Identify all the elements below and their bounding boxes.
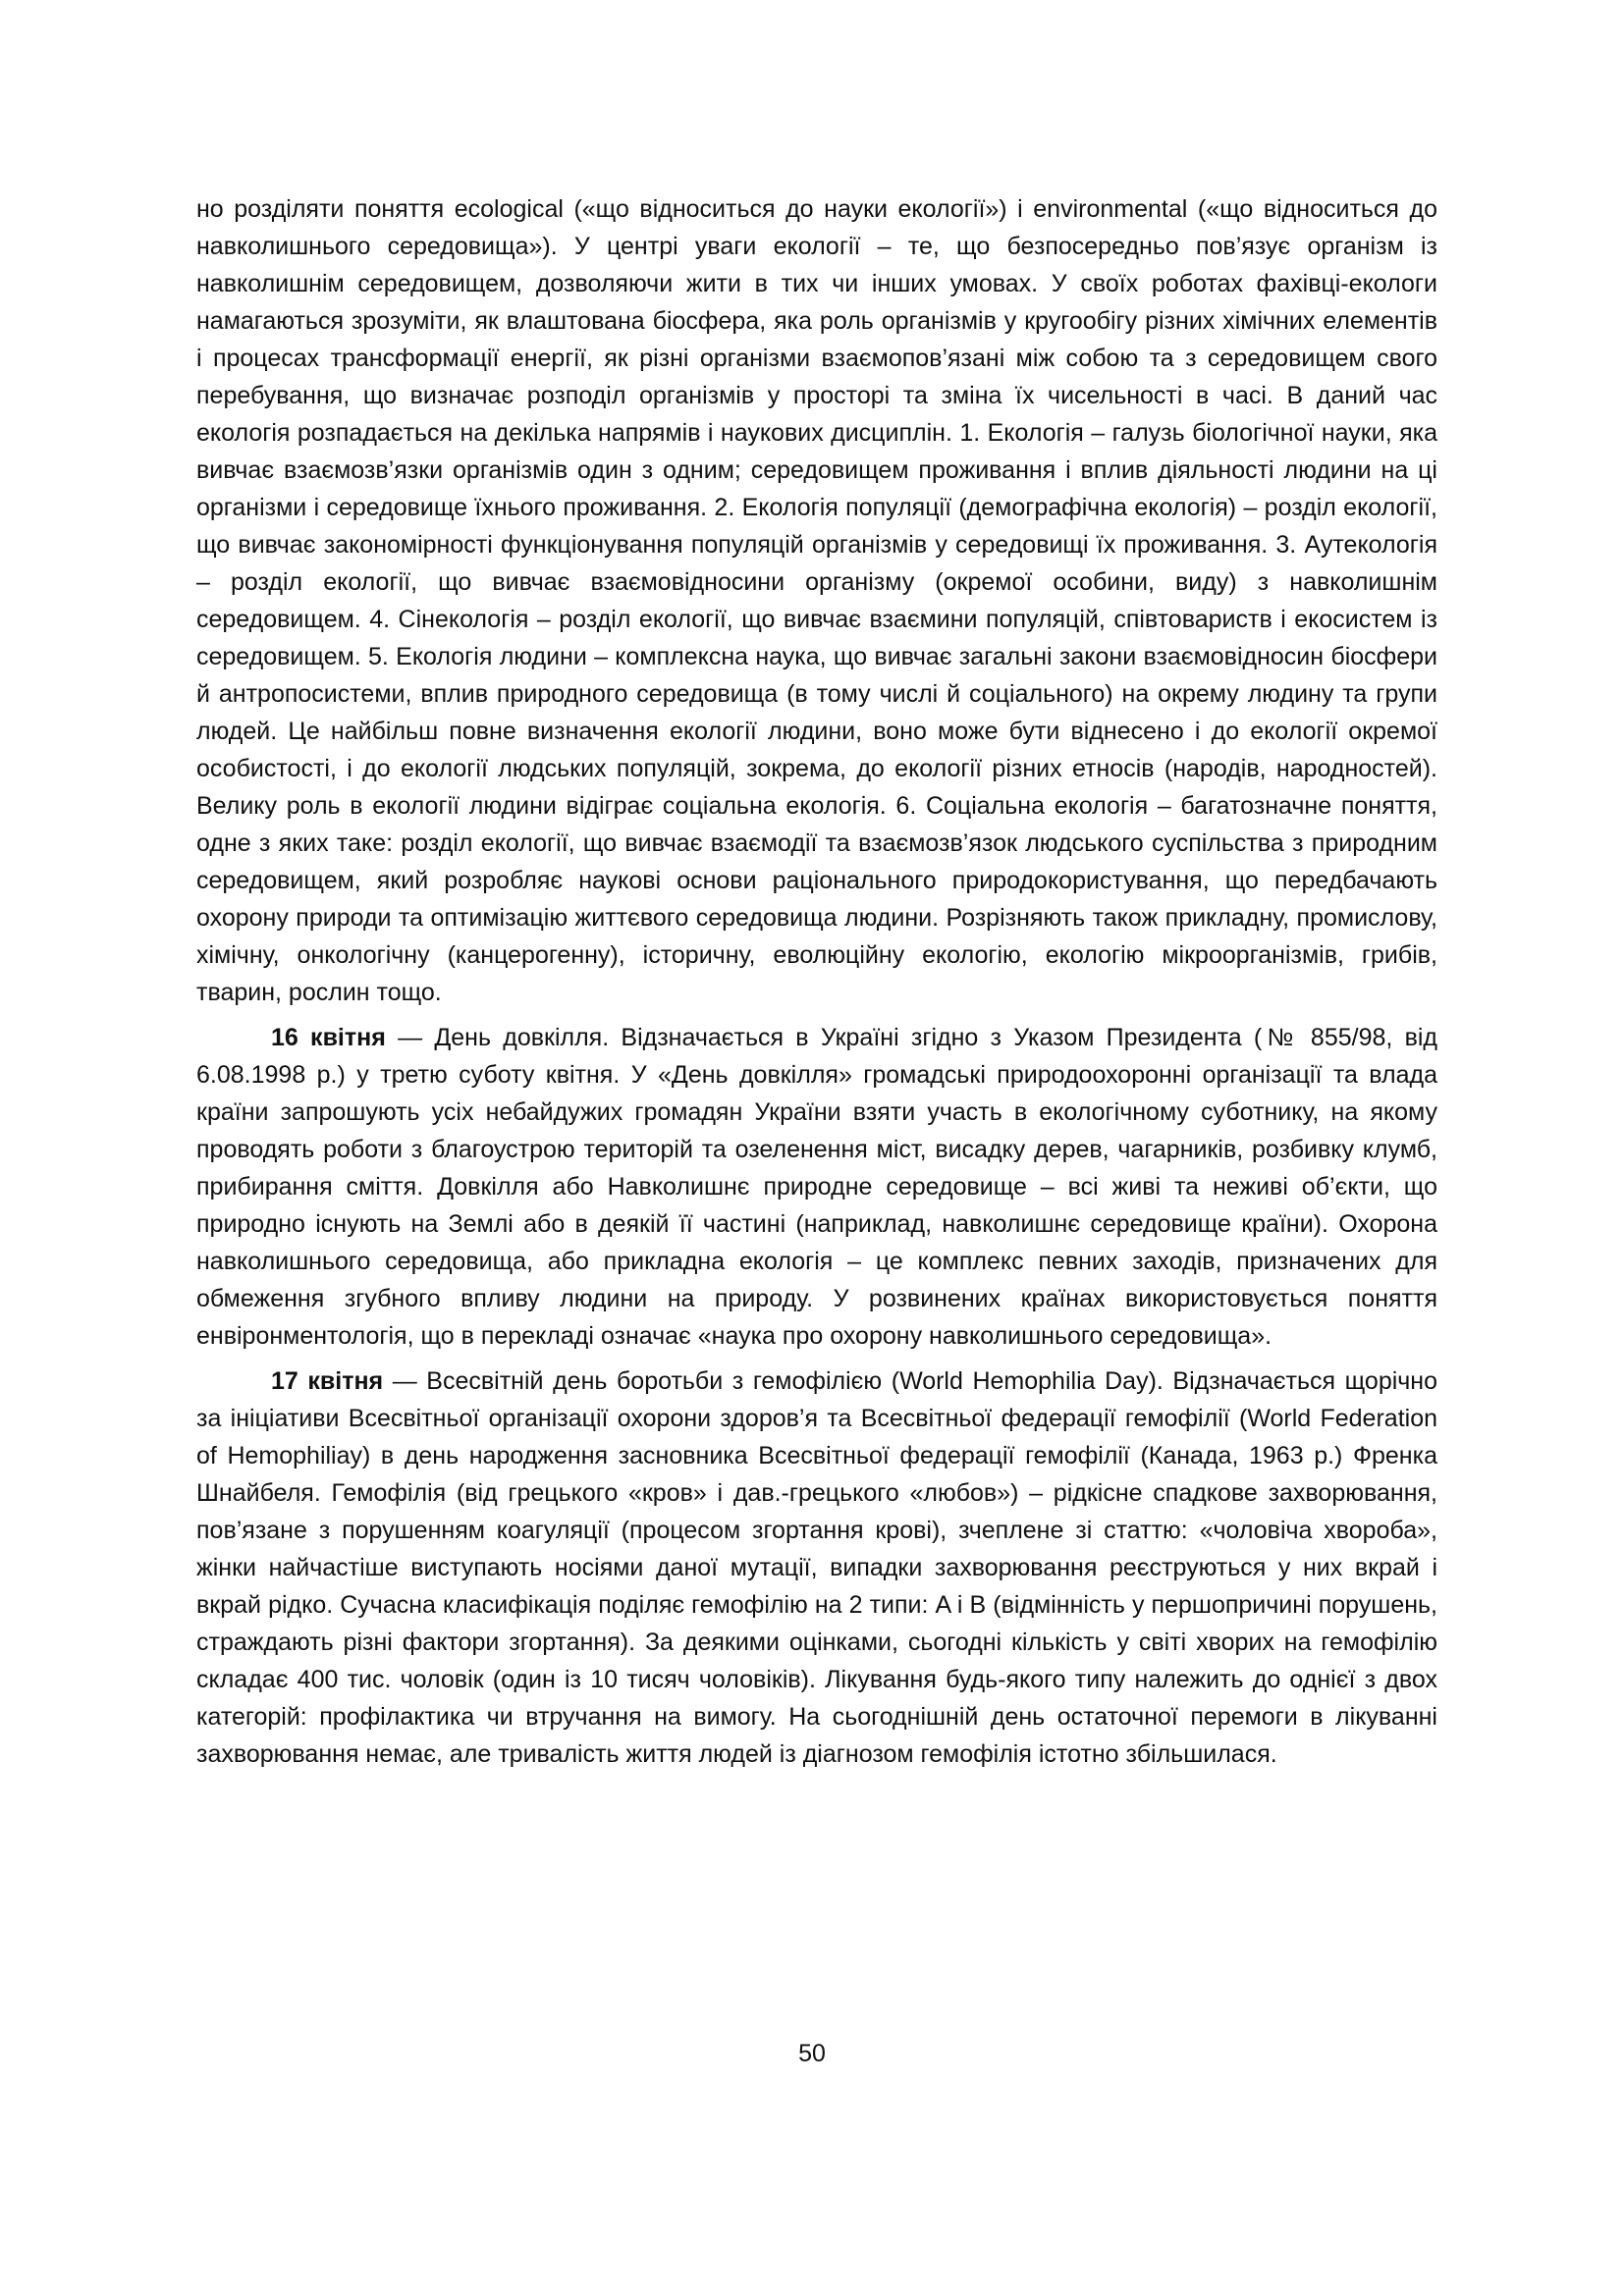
paragraph-body: — Всесвітній день боротьби з гемофілією (World Hemophilia Day). Відзначається щорічно за ініціативи Всесвітньої організації охорони здоров’я та Всесвітньої федерації гемофілії (World Federation of Hemophiliay) в день народження засновника Всесвітньої федерації гемофілії (Канада, 1963 р.) Френка Шнайбеля. Гемофілія (від грецького «кров» і дав.-грецького «любов») – рідкісне спадкове захворювання, пов’язане з порушенням коагуляції (процесом згортання крові), зчеплене зі статтю: «чоловіча хвороба», жінки найчастіше виступають носіями даної мутації, випадки захворювання реєструються у них вкрай і вкрай рідко. Сучасна класифікація поділяє гемофілію на 2 типи: A і B (відмінність у першопричині порушень, страждають різні фактори згортання). За деякими оцінками, сьогодні кількість у світі хворих на гемофілію складає 400 тис. чоловік (один із 10 тисяч чоловіків). Лікування будь-якого типу належить до однієї з двох категорій: профілактика чи втручання на вимогу. На сьогоднішній день остаточної перемоги в лікуванні захворювання немає, але тривалість життя людей із діагнозом гемофілія істотно збільшилася. xyxy=(196,1367,1438,1768)
paragraph-body: — День довкілля. Відзначається в Україні згідно з Указом Президента (№ 855/98, від 6.08.1998 р.) у третю суботу квітня. У «День довкілля» громадські природоохоронні організації та влада країни запрошують усіх небайдужих громадян України взяти участь в екологічному суботнику, на якому проводять роботи з благоустрою територій та озеленення міст, висадку дерев, чагарників, розбивку клумб, прибирання сміття. Довкілля або Навколишнє природне середовище – всі живі та неживі об’єкти, що природно існують на Землі або в деякій її частині (наприклад, навколишнє середовище країни). Охорона навколишнього середовища, або прикладна екологія – це комплекс певних заходів, призначених для обмеження згубного впливу людини на природу. У розвинених країнах використовується поняття енвіронментологія, що в перекладі означає «наука про охорону навколишнього середовища». xyxy=(196,1024,1438,1350)
paragraph-ecology-disciplines: но розділяти поняття ecological («що відноситься до науки екології») і environmental («що відноситься до навколишнього середовища»). У центрі уваги екології – те, що безпосередньо пов’язує організм із навколишнім середовищем, дозволяючи жити в тих чи інших умовах. У своїх роботах фахівці-екологи намагаються зрозуміти, як влаштована біосфера, яка роль організмів у кругообігу різних хімічних елементів і процесах трансформації енергії, як різні організми взаємопов’язані між собою та з середовищем свого перебування, що визначає розподіл організмів у просторі та зміна їх чисельності в часі. В даний час екологія розпадається на декілька напрямів і наукових дисциплін. 1. Екологія – галузь біологічної науки, яка вивчає взаємозв’язки організмів один з одним; середовищем проживання і вплив діяльності людини на ці організми і середовище їхнього проживання. 2. Екологія популяції (демографічна екологія) – розділ екології, що вивчає закономірності функціонування популяцій організмів у середовищі їх проживання. 3. Аутекологія – розділ екології, що вивчає взаємовідносини організму (окремої особини, виду) з навколишнім середовищем. 4. Сінекологія – розділ екології, що вивчає взаємини популяцій, співтовариств і екосистем із середовищем. 5. Екологія людини – комплексна наука, що вивчає загальні закони взаємовідносин біосфери й антропосистеми, вплив природного середовища (в тому числі й соціального) на окрему людину та групи людей. Це найбільш повне визначення екології людини, воно може бути віднесено і до екології окремої особистості, і до екології людських популяцій, зокрема, до екології різних етносів (народів, народностей). Велику роль в екології людини відіграє соціальна екологія. 6. Соціальна екологія – багатозначне поняття, одне з яких таке: розділ екології, що вивчає взаємодії та взаємозв’язок людського суспільства з природним середовищем, який розробляє наукові основи раціонального природокористування, що передбачають охорону природи та оптимізацію життєвого середовища людини. Розрізняють також прикладну, промислову, хімічну, онкологічну (канцерогенну), історичну, еволюційну екологію, екологію мікроорганізмів, грибів, тварин, рослин тощо. xyxy=(196,195,1437,1006)
date-heading: 17 квітня xyxy=(271,1367,384,1395)
page-number: 50 xyxy=(798,2040,826,2067)
paragraph-hemophilia-day xyxy=(196,1362,1437,1773)
paragraph-environment-day xyxy=(196,1019,1437,1355)
document-page xyxy=(196,190,1437,1781)
date-heading: 16 квітня xyxy=(271,1024,386,1051)
